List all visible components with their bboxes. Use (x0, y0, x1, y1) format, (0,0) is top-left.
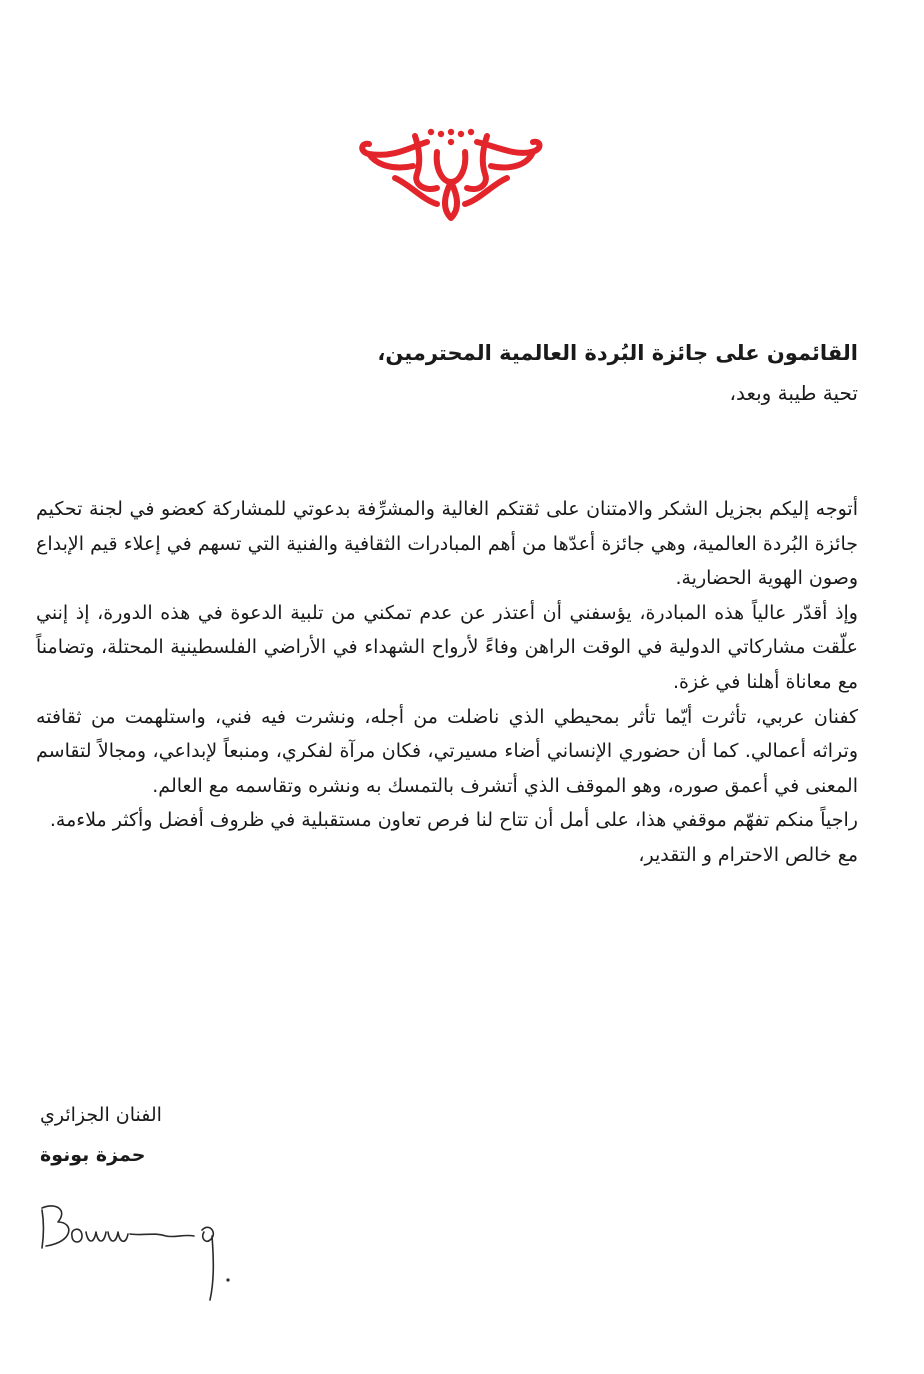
letter-addressee: القائمون على جائزة البُردة العالمية المحترمين، (377, 341, 858, 365)
letter-body (36, 492, 858, 873)
letter-closing: مع خالص الاحترام و التقدير، (638, 843, 858, 866)
signer-name: حمزة بونوة (40, 1144, 146, 1166)
letter-greeting: تحية طيبة وبعد، (729, 381, 858, 405)
paragraph-1: أتوجه إليكم بجزيل الشكر والامتنان على ثقتكم الغالية والمشرِّفة بدعوتي للمشاركة كعضو في لجنة تحكيم جائزة البُردة العالمية، وهي جائزة أعدّها من أهم المبادرات الثقافية والفنية التي تسهم في إعلاء قيم الإبداع وصون الهوية الحضارية. (36, 498, 858, 590)
logo-text: حمزة (451, 181, 456, 183)
handwritten-signature (34, 1192, 254, 1307)
signoff-block (40, 1100, 340, 1170)
paragraph-4: راجياً منكم تفهّم موقفي هذا، على أمل أن تتاح لنا فرص تعاون مستقبلية في ظروف أفضل وأكثر ملاءمة. (49, 809, 858, 832)
calligraphy-logo (355, 122, 547, 224)
paragraph-3: كفنان عربي، تأثرت أيّما تأثر بمحيطي الذي ناضلت من أجله، ونشرت فيه فني، واستلهمت من ثقافته وتراثه أعمالي. كما أن حضوري الإنساني أضاء مسيرتي، فكان مرآة لفكري، ومنبعاً لإبداعي، ومجالاً لتقاسم المعنى في أعمق صوره، وهو الموقف الذي أتشرف بالتمسك به ونشره وتقاسمه مع العالم. (36, 705, 858, 797)
signer-title: الفنان الجزائري (40, 1104, 162, 1126)
paragraph-2: وإذ أقدّر عالياً هذه المبادرة، يؤسفني أن أعتذر عن عدم تمكني من تلبية الدعوة في هذه الدورة، إذ إنني علّقت مشاركاتي الدولية في الوقت الراهن وفاءً لأرواح الشهداء في الأراضي الفلسطينية المحتلة، وتضامناً مع معاناة أهلنا في غزة. (36, 601, 858, 693)
